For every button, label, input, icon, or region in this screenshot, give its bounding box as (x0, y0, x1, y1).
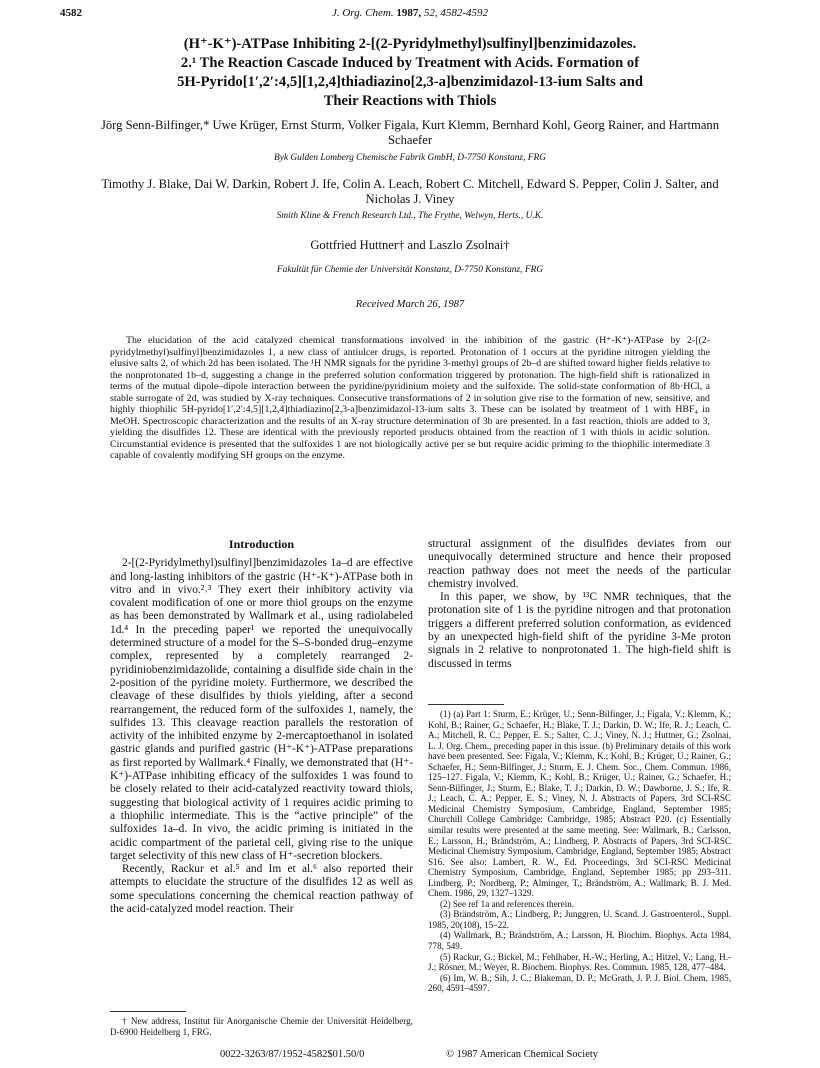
journal-year: 1987, (396, 7, 422, 19)
journal-vol-pages: 52, 4582-4592 (423, 7, 489, 19)
left-column (110, 538, 413, 916)
author-group-2: Timothy J. Blake, Dai W. Darkin, Robert J. Ife, Colin A. Leach, Robert C. Mitchell, Edward S. Pepper, Colin J. Salter, and Nicholas J. Viney (101, 177, 719, 206)
section-heading: Introduction (228, 537, 295, 551)
journal-name: J. Org. Chem. (331, 7, 394, 19)
affiliation-footnote (110, 1016, 413, 1037)
footnote-rule (110, 1011, 186, 1012)
abstract: The elucidation of the acid catalyzed chemical transformations involved in the inhibition of the gastric (H⁺-K⁺)-ATPase by 2-[(2-pyridylmethyl)sulfinyl]benzimidazoles 1, a new class of antiulcer drugs, is reported. Protonation of 1 occurs at the pyridine nitrogen yielding the elusive salts 2, of which 2d has been isolated. The ¹H NMR signals for the pyridine 3-methyl groups of 2b–d are shifted toward higher fields relative to the nonprotonated 1b–d, suggesting a change in the preferred solution conformation triggered by protonation. The high-field shift is rationalized in terms of the mutual dipole–dipole interaction between the pyridine/pyridinium moiety and the sulfoxide. The solid-state conformation of 8b·HCl, a stable surrogate of 2d, was studied by X-ray techniques. Consecutive transformations of 2 in solution give rise to the formation of new, sensitive, and highly thiophilic 5H-pyrido[1′,2′:4,5][1,2,4]thiadiazino[2,3-a]benzimidazol-13-ium salts 3. These can be isolated by treatment of 1 with HBF₄ in MeOH. Spectroscopic characterization and the results of an X-ray structure determination of 3b are presented. In a fast reaction, thiols are added to 3, yielding the disulfides 12. These are identical with the previously reported products obtained from the reaction of 1 with thiols in acidic solution. Circumstantial evidence is presented that the sulfoxides 1 are not biologically active per se but require acidic priming to the thiophilic intermediate 3 capable of covalently modifying SH groups on the enzyme. (110, 335, 710, 462)
reference-item: (4) Wallmark, B.; Brändström, A.; Larsson, H. Biochim. Biophys. Acta 1984, 778, 549. (428, 930, 731, 952)
references-list (428, 709, 731, 994)
right-column (428, 538, 731, 671)
title-line: Their Reactions with Thiols (323, 93, 497, 109)
affiliation-2: Smith Kline & French Research Ltd., The Frythe, Welwyn, Herts., U.K. (276, 211, 544, 221)
copyright: © 1987 American Chemical Society (446, 1049, 599, 1060)
reference-item: (1) (a) Part 1: Sturm, E.; Krüger, U.; Senn-Bilfinger, J.; Figala, V.; Klemm, K.; Kohl, B.; Rainer, G.; Schaefer, H.; Blake, T. J.; Darkin, D. W.; Ife, R. J.; Leach, C. A.; Mitchell, R. C.; Pepper, E. S.; Salter, C. J.; Viney, N. J.; Huttner, G.; Zsolnai, L. J. Org. Chem., preceding paper in this issue. (b) Preliminary details of this work have been presented. See: Figala, V.; Klemm, K.; Kohl, B.; Krüger, U.; Rainer, G.; Schaefer, H.; Senn-Bilfinger, J.; Sturm, E. J. Chem. Soc., Chem. Commun. 1986, 125–127. Figala, V.; Klemm, K.; Kohl, B.; Krüger, U.; Rainer, G.; Schaefer, H.; Senn-Bilfinger, J.; Sturm, E.; Blake, T. J.; Darkin, D. W.; Dawborne, J. S.; Ife, R. J.; Leach, C. A.; Pepper, E. S.; Viney, N. J. Abstracts of Papers, 3rd SCI-RSC Medicinal Chemistry Symposium, Cambridge, England, September 1985; Churchill College Cambridge: Cambridge, 1985; Abstract P20. (c) Essentially similar results were presented at the same meeting. See: Wallmark, B.; Carlsson, E.; Larsson, H.; Brändström, A.; Lindberg, P. Abstracts of Papers, 3rd SCI-RSC Medicinal Chemistry Symposium, Cambridge, England, September 1985; Abstract S16. See also: Lambert, R. W., Ed. Proceedings, 3rd SCI-RSC Medicinal Chemistry Symposium, Cambridge, England, September 1985; pp 293–311. Lindberg, P.; Nordberg, P.; Alminger, T.; Brändström, A.; Wallmark, B. J. Med. Chem. 1986, 29, 1327–1329. (428, 709, 731, 899)
reference-item: (2) See ref 1a and references therein. (440, 898, 575, 909)
reference-item: (6) Im, W. B.; Sih, J. C.; Blakeman, D. P.; McGrath, J. P. J. Biol. Chem. 1985, 260, 4591–4597. (428, 972, 731, 994)
affiliation-3: Fakultät für Chemie der Universität Konstanz, D-7750 Konstanz, FRG (276, 265, 544, 275)
running-header (60, 7, 760, 27)
intro-paragraph: Recently, Rackur et al.⁵ and Im et al.⁶ also reported their attempts to elucidate the structure of the disulfides 12 as well as some speculations concerning the chemical reaction pathway of the acid-catalyzed model reaction. Their (110, 863, 413, 916)
author-group-3: Gottfried Huttner† and Laszlo Zsolnai† (310, 238, 510, 252)
intro-paragraph: structural assignment of the disulfides deviates from our unequivocally determined structure and hence their proposed reaction pathway does not meet the needs of the particular chemistry involved. (428, 538, 731, 590)
article-code: 0022-3263/87/1952-4582$01.50/0 (220, 1049, 365, 1060)
reference-item: (3) Brändström, A.; Lindberg, P.; Junggren, U. Scand. J. Gastroenterol., Suppl. 1985, 20(108), 15–22. (428, 909, 731, 930)
affiliation-1: Byk Gulden Lomberg Chemische Fabrik GmbH, D-7750 Konstanz, FRG (273, 153, 546, 163)
intro-paragraph: In this paper, we show, by ¹³C NMR techniques, that the protonation site of 1 is the pyridine nitrogen and that protonation triggers a different preferred solution conformation, as evidenced by an unexpected high-field shift of the pyridine 3-Me proton signals in 2 relative to nonprotonated 1. The high-field shift is discussed in terms (428, 591, 731, 670)
references-rule (428, 704, 504, 705)
intro-paragraph: 2-[(2-Pyridylmethyl)sulfinyl]benzimidazoles 1a–d are effective and long-lasting inhibitors of the gastric (H⁺-K⁺)-ATPase both in vitro and in vivo.²˒³ They exert their inhibitory activity via covalent modification of one or more thiol groups on the enzyme as has been demonstrated by Wallmark et al., using radiolabeled 1d.⁴ In the preceding paper¹ we reported the unequivocally determined structure of a model for the S–S-bonded drug–enzyme complex, represented by a completely rearranged 2-pyridiniobenzimidazolide, containing a disulfide side chain in the 2-position of the pyridine moiety. Furthermore, we described the cleavage of these disulfides by thiols yielding, after a second rearrangement, the reduced form of the sulfoxides 1, namely, the sulfides 13. This cleavage reaction parallels the restoration of activity of the inhibited enzyme by 2-mercaptoethanol in isolated gastric glands and purified gastric (H⁺-K⁺)-ATPase preparations as first reported by Wallmark.⁴ Finally, we demonstrated that (H⁺-K⁺)-ATPase inhibiting efficacy of the sulfoxides 1 was found to be closely related to their acid-catalyzed reactivity toward thiols, suggesting that biological activity of 1 requires acidic priming to a thiophilic intermediate. This is the “active principle” of the sulfoxides 1a–d. In vivo, the acidic priming is initiated in the acidic compartment of the parietal cell, giving rise to the unique target selectivity of this new class of H⁺-secretion blockers. (110, 557, 413, 862)
author-group-1: Jörg Senn-Bilfinger,* Uwe Krüger, Ernst Sturm, Volker Figala, Kurt Klemm, Bernhard Kohl, Georg Rainer, and Hartmann Schaefer (100, 118, 720, 147)
received-date: Received March 26, 1987 (355, 299, 465, 310)
paper-title (110, 35, 710, 111)
reference-item: (5) Rackur, G.; Bickel, M.; Fehlhaber, H.-W.; Herling, A.; Hitzel, V.; Lang, H.-J.; Rösner, M.; Weyer, R. Biochem. Biophys. Res. Commun. 1985, 128, 477–484. (428, 951, 731, 973)
page-number: 4582 (60, 7, 82, 19)
journal-citation (60, 7, 760, 19)
title-line: 2.¹ The Reaction Cascade Induced by Treatment with Acids. Formation of (180, 55, 640, 71)
footnote-text: † New address, Institut für Anorganische Chemie der Universität Heidelberg, D-6900 Heidelberg 1, FRG. (110, 1016, 413, 1037)
title-line: (H⁺-K⁺)-ATPase Inhibiting 2-[(2-Pyridylmethyl)sulfinyl]benzimidazoles. (183, 36, 637, 52)
title-line: 5H-Pyrido[1′,2′:4,5][1,2,4]thiadiazino[2,3-a]benzimidazol-13-ium Salts and (177, 74, 643, 90)
